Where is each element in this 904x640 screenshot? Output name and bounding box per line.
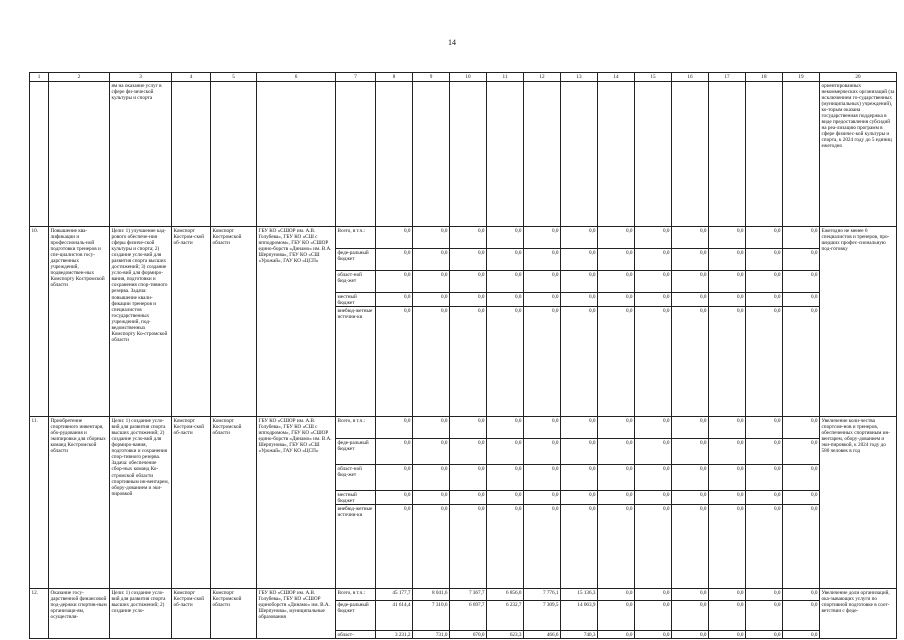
funding-value: 0,0 (450, 227, 487, 249)
funding-value: 0,0 (450, 249, 487, 271)
co-executor: Комспорт Костромской области (211, 417, 257, 589)
funding-value: 0,0 (635, 271, 672, 293)
funding-value: 0,0 (709, 249, 746, 271)
funding-value: 0,0 (450, 271, 487, 293)
funding-value: 0,0 (524, 271, 561, 293)
funding-source: Всего, в т.ч.: (336, 227, 376, 249)
participants: ГБУ КО «СШОР им. А.В. Голубева», ГБУ КО «СШ с ипподромом», ГБУ КО «СШОР едино-борств «Динамо» им. В.А. Шерпунова», ГБУ КО «СШ «Урожай», ГАУ КО «ЦСП» (257, 227, 336, 417)
funding-value: 0,0 (635, 307, 672, 417)
funding-value: 0,0 (672, 249, 709, 271)
funding-value: 0,0 (635, 417, 672, 439)
column-header: 18 (746, 73, 783, 82)
funding-value: 0,0 (598, 417, 635, 439)
column-header: 17 (709, 73, 746, 82)
funding-value: 0,0 (376, 465, 413, 491)
funding-value: 0,0 (487, 417, 524, 439)
funding-value: 7 776,1 (524, 589, 561, 601)
funding-value: 0,0 (635, 601, 672, 631)
funding-value: 0,0 (487, 227, 524, 249)
funding-value: 0,0 (746, 227, 783, 249)
funding-source: феде-ральный бюджет (336, 249, 376, 271)
funding-value: 3 231,2 (376, 631, 413, 639)
funding-value: 0,0 (487, 293, 524, 307)
funding-value: 0,0 (672, 417, 709, 439)
funding-value: 0,0 (487, 271, 524, 293)
funding-source: внебюд-жетные источни-ки (336, 505, 376, 589)
measure-name: Повышение ква-лификации и профессиональ-ной подготовки тренеров и спе-циалистов госу-дарственных учреждений, подведомствен-ных Комспорту Костромской области (49, 227, 110, 417)
funding-value: 15 136,3 (561, 589, 598, 601)
funding-value: 0,0 (709, 491, 746, 505)
column-header: 6 (257, 73, 336, 82)
measure-name: Приобретение спортивного инвентаря, обо-рудования и экипировки для сборных команд Костромской области (49, 417, 110, 589)
column-header: 20 (820, 73, 897, 82)
column-header: 3 (110, 73, 172, 82)
funding-value: 0,0 (524, 293, 561, 307)
program-measures-table (29, 72, 897, 639)
funding-value: 0,0 (783, 491, 820, 505)
funding-value: 0,0 (783, 249, 820, 271)
funding-value: 0,0 (598, 631, 635, 639)
funding-value: 0,0 (598, 439, 635, 465)
funding-value: 0,0 (672, 227, 709, 249)
funding-value: 0,0 (413, 307, 450, 417)
co-executor: Комспорт Костромской области (211, 227, 257, 417)
column-header: 19 (783, 73, 820, 82)
funding-value: 45 177,7 (376, 589, 413, 601)
responsible-executor: Комспорт Костром-ской об-ласти (172, 417, 211, 589)
funding-value: 0,0 (635, 589, 672, 601)
funding-value: 0,0 (598, 601, 635, 631)
funding-value: 0,0 (709, 439, 746, 465)
funding-value: 0,0 (709, 505, 746, 589)
funding-value: 0,0 (487, 439, 524, 465)
funding-value: 0,0 (672, 631, 709, 639)
funding-value: 0,0 (561, 271, 598, 293)
funding-value: 0,0 (709, 465, 746, 491)
funding-value: 0,0 (746, 249, 783, 271)
responsible-executor: Комспорт Костром-ской об-ласти (172, 589, 211, 639)
column-header: 5 (211, 73, 257, 82)
funding-value: 0,0 (783, 293, 820, 307)
funding-value: 6 856,0 (487, 589, 524, 601)
funding-value: 0,0 (672, 439, 709, 465)
funding-value: 0,0 (746, 631, 783, 639)
funding-value: 0,0 (450, 307, 487, 417)
measure-number: 10. (30, 227, 49, 417)
funding-value: 0,0 (598, 491, 635, 505)
funding-value: 0,0 (561, 505, 598, 589)
funding-value: 0,0 (376, 417, 413, 439)
funding-value: 0,0 (672, 271, 709, 293)
funding-value: 0,0 (598, 465, 635, 491)
funding-value: 670,0 (450, 631, 487, 639)
funding-value: 0,0 (709, 307, 746, 417)
column-header: 11 (487, 73, 524, 82)
expected-result: Увеличение коли-чества спортсме-нов и тренеров, обеспеченных спортивным ин-вентарем, обору-дованием и эки-пировкой, к 2024 году до 580 человек в год (820, 417, 897, 589)
funding-value: 0,0 (746, 293, 783, 307)
funding-source: местный бюджет (336, 491, 376, 505)
column-header: 16 (672, 73, 709, 82)
co-executor: Комспорт Костромской области (211, 589, 257, 639)
column-header: 14 (598, 73, 635, 82)
column-header: 8 (376, 73, 413, 82)
funding-value: 0,0 (413, 271, 450, 293)
funding-value: 0,0 (709, 293, 746, 307)
funding-value: 0,0 (746, 491, 783, 505)
funding-source: Всего, в т.ч.: (336, 589, 376, 601)
funding-value: 0,0 (635, 505, 672, 589)
funding-source: област-ной бюд-жет (336, 271, 376, 293)
funding-value: 0,0 (746, 417, 783, 439)
funding-value: 0,0 (746, 439, 783, 465)
continuation-result: ориентированных некоммерческих организаций (за исключением го-сударственных (муниципальных) учреждений), ко-торым оказана государственная поддержка в виде предоставления субсидий на реа-лизацию программ в сфере физичес-кой культуры и спорта, к 2024 году до 5 единиц ежегодно (820, 82, 897, 227)
funding-value: 0,0 (487, 465, 524, 491)
funding-value: 0,0 (487, 249, 524, 271)
column-header: 13 (561, 73, 598, 82)
measure-row (30, 589, 897, 601)
funding-value: 6 232,7 (487, 601, 524, 631)
funding-value: 0,0 (376, 307, 413, 417)
funding-value: 0,0 (672, 589, 709, 601)
funding-value: 0,0 (746, 307, 783, 417)
funding-value: 0,0 (672, 601, 709, 631)
funding-value: 0,0 (561, 227, 598, 249)
funding-value: 0,0 (598, 271, 635, 293)
funding-value: 0,0 (709, 631, 746, 639)
funding-value: 623,3 (487, 631, 524, 639)
funding-value: 0,0 (413, 439, 450, 465)
column-number-row (30, 73, 897, 82)
funding-value: 0,0 (524, 249, 561, 271)
funding-value: 41 614,4 (376, 601, 413, 631)
funding-value: 0,0 (561, 307, 598, 417)
measure-goals: Цели: 1) создание усло-вий для развития спорта высших достижений; 2) создание усло- (110, 589, 172, 639)
funding-value: 0,0 (635, 465, 672, 491)
column-header: 15 (635, 73, 672, 82)
funding-value: 0,0 (561, 491, 598, 505)
continuation-row (30, 82, 897, 227)
measure-goals: Цели: 1) создание усло-вий для развития спорта высших достижений; 2) создание усло-вий для формиро-вания, подготовки и сохранения спор-тивного резерва. Задача: обеспечение сбор-ных команд Ко-стромской области спортивным ин-вентарем, обору-дованием и эки-пировкой (110, 417, 172, 589)
funding-value: 0,0 (672, 491, 709, 505)
funding-value: 0,0 (709, 601, 746, 631)
funding-value: 0,0 (413, 249, 450, 271)
funding-value: 0,0 (635, 439, 672, 465)
funding-value: 0,0 (561, 439, 598, 465)
funding-value: 0,0 (672, 293, 709, 307)
column-header: 9 (413, 73, 450, 82)
funding-value: 0,0 (672, 307, 709, 417)
funding-value: 0,0 (783, 631, 820, 639)
funding-value: 0,0 (598, 505, 635, 589)
funding-value: 0,0 (561, 249, 598, 271)
funding-value: 731,0 (413, 631, 450, 639)
funding-value: 0,0 (524, 307, 561, 417)
funding-value: 0,0 (598, 307, 635, 417)
funding-value: 0,0 (524, 439, 561, 465)
funding-value: 0,0 (635, 227, 672, 249)
funding-value: 0,0 (783, 505, 820, 589)
measure-number: 12. (30, 589, 49, 639)
funding-value: 0,0 (524, 417, 561, 439)
funding-value: 0,0 (376, 293, 413, 307)
funding-value: 0,0 (598, 227, 635, 249)
measure-goals: Цели: 1) улучшение кад-рового обеспече-ния сферы физиче-ской культуры и спорта; 2) создание усло-вий для развития спорта высших достижений; 3) создание усло-вий для формиро-вания, подготовки и сохранения спор-тивного резерва. Задача: повышение квали-фикации тренеров и специалистов государственных учреждений, под-ведомственных Комспорту Ко-стромской области (110, 227, 172, 417)
funding-value: 0,0 (783, 465, 820, 491)
funding-value: 0,0 (450, 491, 487, 505)
funding-value: 0,0 (709, 271, 746, 293)
funding-value: 0,0 (487, 505, 524, 589)
measure-row (30, 417, 897, 439)
funding-value: 0,0 (635, 249, 672, 271)
funding-value: 0,0 (450, 417, 487, 439)
funding-value: 7 367,7 (450, 589, 487, 601)
funding-value: 0,0 (746, 589, 783, 601)
funding-value: 0,0 (783, 417, 820, 439)
funding-value: 0,0 (635, 631, 672, 639)
funding-value: 0,0 (783, 589, 820, 601)
column-header: 10 (450, 73, 487, 82)
funding-source: феде-ральный бюджет (336, 601, 376, 631)
column-header: 7 (336, 73, 376, 82)
funding-value: 0,0 (635, 491, 672, 505)
column-header: 12 (524, 73, 561, 82)
funding-source: Всего, в т.ч.: (336, 417, 376, 439)
funding-value: 0,0 (413, 293, 450, 307)
funding-value: 0,0 (376, 249, 413, 271)
funding-value: 0,0 (783, 439, 820, 465)
funding-value: 0,0 (376, 271, 413, 293)
measure-number: 11. (30, 417, 49, 589)
funding-value: 7 310,6 (413, 601, 450, 631)
funding-source: внебюд-жетные источни-ки (336, 307, 376, 417)
funding-value: 0,0 (376, 439, 413, 465)
funding-value: 0,0 (450, 439, 487, 465)
funding-value: 0,0 (672, 465, 709, 491)
funding-value: 0,0 (783, 307, 820, 417)
funding-source: област- (336, 631, 376, 639)
funding-value: 0,0 (598, 293, 635, 307)
funding-value: 740,3 (561, 631, 598, 639)
funding-value: 0,0 (487, 491, 524, 505)
funding-value: 0,0 (635, 293, 672, 307)
funding-value: 0,0 (709, 589, 746, 601)
participants: ГБУ КО «СШОР им. А.В. Голубева», ГБУ КО «СШОР единоборств «Динамо» им. В.А. Шерпунова», муниципальные образования (257, 589, 336, 639)
measure-name: Оказание госу-дарственной финансовой под-держки спортив-ным организаци-ям, осуществля- (49, 589, 110, 639)
funding-value: 0,0 (746, 271, 783, 293)
continuation-goals: ям на оказание услуг в сфере фи-зической культуры и спорта (110, 82, 172, 227)
funding-value: 0,0 (413, 491, 450, 505)
funding-value: 0,0 (376, 227, 413, 249)
funding-source: местный бюджет (336, 293, 376, 307)
funding-source: област-ной бюд-жет (336, 465, 376, 491)
funding-value: 0,0 (524, 227, 561, 249)
funding-value: 0,0 (413, 465, 450, 491)
funding-value: 0,0 (598, 249, 635, 271)
funding-value: 0,0 (709, 227, 746, 249)
funding-value: 0,0 (746, 465, 783, 491)
funding-source: феде-ральный бюджет (336, 439, 376, 465)
funding-value: 0,0 (561, 293, 598, 307)
funding-value: 0,0 (524, 491, 561, 505)
funding-value: 0,0 (413, 505, 450, 589)
funding-value: 0,0 (376, 505, 413, 589)
funding-value: 0,0 (413, 417, 450, 439)
funding-value: 0,0 (783, 271, 820, 293)
funding-value: 0,0 (524, 505, 561, 589)
participants: ГБУ КО «СШОР им. А.В. Голубева», ГБУ КО «СШ с ипподромом», ГБУ КО «СШОР едино-борств «Динамо» им. В.А. Шерпунова», ГБУ КО «СШ «Урожай», ГАУ КО «ЦСП» (257, 417, 336, 589)
funding-value: 0,0 (450, 293, 487, 307)
funding-value: 0,0 (561, 417, 598, 439)
funding-value: 0,0 (746, 505, 783, 589)
funding-value: 0,0 (746, 601, 783, 631)
measure-row (30, 227, 897, 249)
funding-value: 0,0 (672, 505, 709, 589)
funding-value: 6 697,7 (450, 601, 487, 631)
expected-result: Ежегодно не менее 6 специалистов и тренеров, про-шедших профес-сиональную под-готовку (820, 227, 897, 417)
funding-value: 466,6 (524, 631, 561, 639)
column-header: 1 (30, 73, 49, 82)
funding-value: 7 309,5 (524, 601, 561, 631)
funding-value: 0,0 (783, 601, 820, 631)
column-header: 4 (172, 73, 211, 82)
funding-value: 0,0 (376, 491, 413, 505)
funding-value: 0,0 (561, 465, 598, 491)
funding-value: 0,0 (598, 589, 635, 601)
funding-value: 14 063,9 (561, 601, 598, 631)
funding-value: 8 041,6 (413, 589, 450, 601)
funding-value: 0,0 (413, 227, 450, 249)
funding-value: 0,0 (450, 465, 487, 491)
funding-value: 0,0 (709, 417, 746, 439)
page-number: 14 (448, 38, 456, 47)
funding-value: 0,0 (450, 505, 487, 589)
funding-value: 0,0 (487, 307, 524, 417)
expected-result: Увеличение доли организаций, ока-зывающих услуги по спортивной подготовке в соот-ветствии с феде- (820, 589, 897, 639)
funding-value: 0,0 (524, 465, 561, 491)
funding-value: 0,0 (783, 227, 820, 249)
responsible-executor: Комспорт Костром-ской об-ласти (172, 227, 211, 417)
column-header: 2 (49, 73, 110, 82)
